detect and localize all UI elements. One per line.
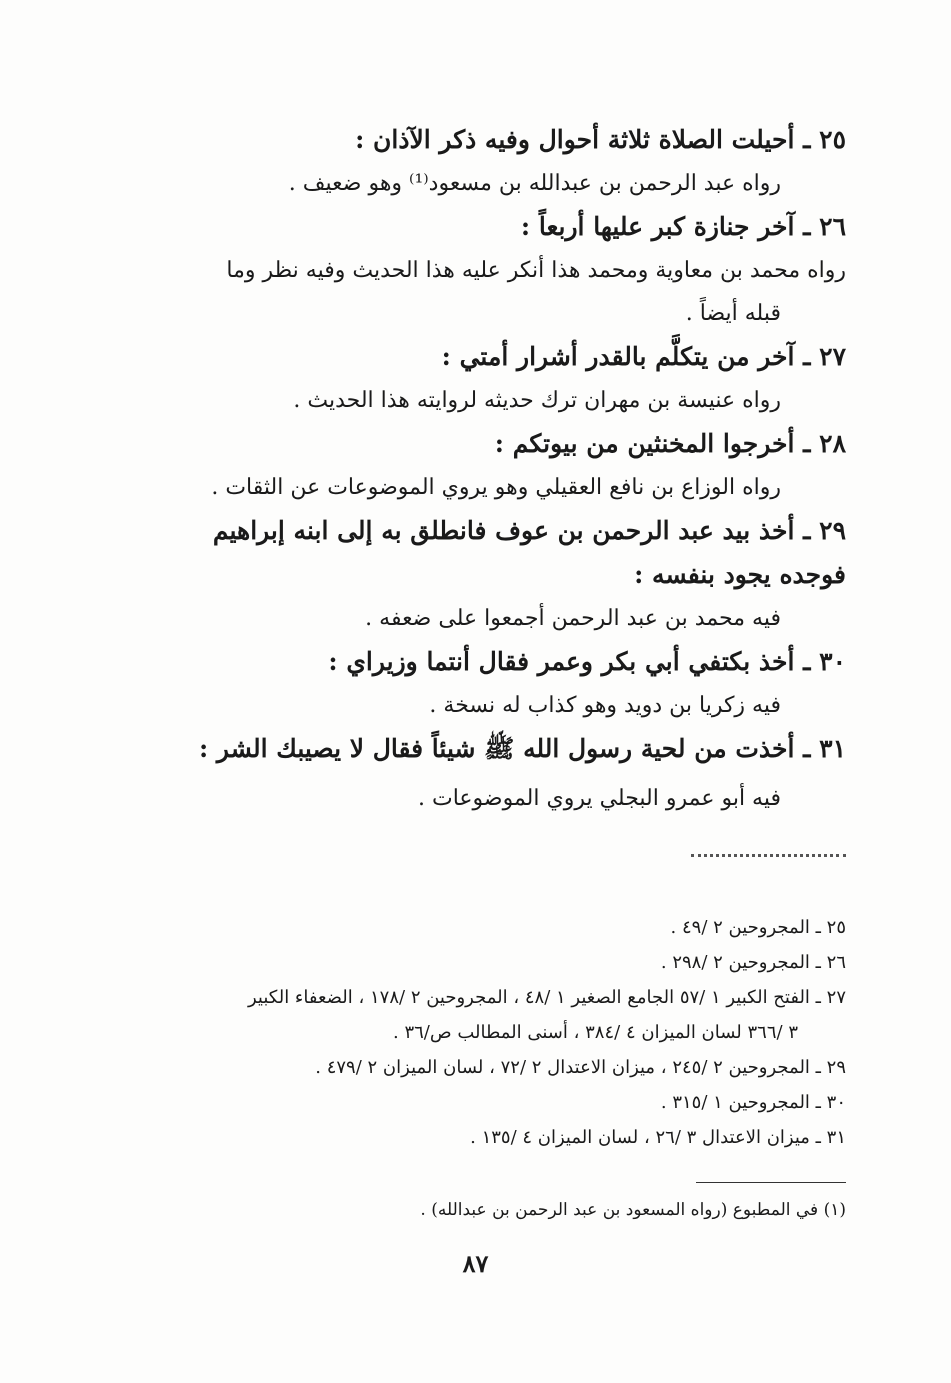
footnote: (١) في المطبوع (رواه المسعود بن عبد الرحمن بن عبدالله) .: [420, 1200, 846, 1220]
footnote-rule: [696, 1182, 846, 1183]
main-text: [146, 118, 846, 820]
entry-body: رواه عنيسة بن مهران ترك حديثه لروايته هذا الحديث .: [293, 388, 781, 413]
entry-body: رواه الوزاع بن نافع العقيلي وهو يروي الموضوعات عن الثقات .: [211, 475, 781, 500]
entry-25: [146, 118, 846, 205]
entry-title: ٢٦ ـ آخر جنازة كبر عليها أربعاً :: [520, 212, 846, 241]
entry-title: ٢٨ ـ أخرجوا المخنثين من بيوتكم :: [494, 429, 846, 458]
entry-27: [146, 335, 846, 422]
page-number: ٨٧: [462, 1249, 489, 1278]
reference-line: ٢٩ ـ المجروحين ٢ /٢٤٥ ، ميزان الاعتدال ٢ /٧٢ ، لسان الميزان ٢ /٤٧٩ .: [315, 1057, 846, 1078]
entry-body: فيه زكريا بن دويد وهو كذاب له نسخة .: [429, 693, 781, 718]
entry-28: [146, 422, 846, 509]
entry-31: [146, 727, 846, 820]
references-list: [146, 910, 846, 1155]
entry-29: [146, 509, 846, 640]
entry-title: ٣١ ـ أخذت من لحية رسول الله ﷺ شيئاً فقال لا يصيبك الشر :: [198, 734, 846, 763]
dotted-separator: [691, 854, 846, 857]
reference-line: ٢٥ ـ المجروحين ٢ /٤٩ .: [670, 917, 846, 938]
entry-30: [146, 640, 846, 727]
reference-line: ٢٧ ـ الفتح الكبير ١ /٥٧ الجامع الصغير ١ /٤٨ ، المجروحين ٢ /١٧٨ ، الضعفاء الكبير: [247, 987, 846, 1008]
entry-title: ٣٠ ـ أخذ بكتفي أبي بكر وعمر فقال أنتما وزيراي :: [328, 647, 846, 676]
reference-line: ٢٦ ـ المجروحين ٢ /٢٩٨ .: [660, 952, 846, 973]
reference-line: ٣١ ـ ميزان الاعتدال ٣ /٢٦ ، لسان الميزان ٤ /١٣٥ .: [470, 1127, 846, 1148]
reference-line: ٣٠ ـ المجروحين ١ /٣١٥ .: [660, 1092, 846, 1113]
entry-title: ٢٧ ـ آخر من يتكلَّم بالقدر أشرار أمتي :: [441, 342, 846, 371]
reference-line: ٣ /٣٦٦ لسان الميزان ٤ /٣٨٤ ، أسنى المطالب ص/٣٦ .: [393, 1022, 798, 1043]
entry-body: قبله أيضاً .: [685, 301, 781, 326]
entry-body: فيه أبو عمرو البجلي يروي الموضوعات .: [418, 786, 781, 811]
entry-title: ٢٥ ـ أحيلت الصلاة ثلاثة أحوال وفيه ذكر الآذان :: [355, 125, 846, 154]
entry-body: فيه محمد بن عبد الرحمن أجمعوا على ضعفه .: [365, 606, 781, 631]
entry-26: [146, 205, 846, 335]
entry-title: ٢٩ ـ أخذ بيد عبد الرحمن بن عوف فانطلق به إلى ابنه إبراهيم فوجده يجود بنفسه :: [212, 516, 846, 589]
entry-body: رواه عبد الرحمن بن عبدالله بن مسعود⁽¹⁾ وهو ضعيف .: [288, 171, 781, 196]
entry-body: رواه محمد بن معاوية ومحمد هذا أنكر عليه هذا الحديث وفيه نظر وما: [226, 258, 846, 283]
